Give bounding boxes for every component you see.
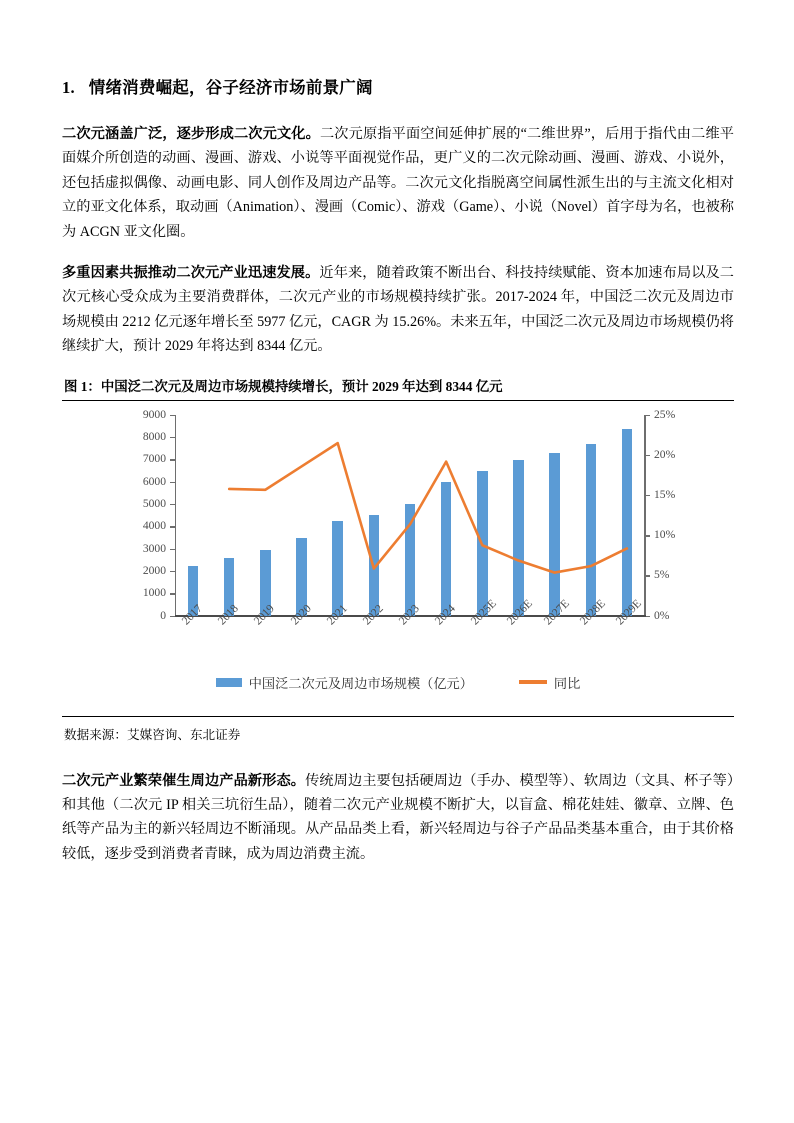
right-tick-mark <box>646 616 651 617</box>
yoy-line-path <box>229 443 627 572</box>
left-tick-mark <box>170 459 175 460</box>
section-number: 1. <box>62 78 75 97</box>
left-axis-tick-label: 6000 <box>142 474 166 488</box>
chart-container <box>62 401 734 717</box>
right-axis-tick-label: 10% <box>654 528 676 542</box>
chart-plot-area <box>142 407 676 622</box>
left-tick-mark <box>170 593 175 594</box>
left-axis-tick-label: 7000 <box>142 452 166 466</box>
left-axis-tick-label: 3000 <box>142 541 166 555</box>
legend-item-line <box>519 673 580 692</box>
paragraph-2 <box>62 261 734 359</box>
right-tick-mark <box>646 535 651 536</box>
left-axis-tick-label: 1000 <box>142 586 166 600</box>
chart-legend <box>62 673 734 692</box>
x-axis-label-2017: 2017 <box>179 601 205 628</box>
paragraph-2-lead: 多重因素共振推动二次元产业迅速发展。 <box>62 265 320 282</box>
right-axis-tick-label: 20% <box>654 448 676 462</box>
right-tick-mark <box>646 575 651 576</box>
x-axis-label-2021: 2021 <box>323 601 350 628</box>
category-axis-labels <box>175 596 645 667</box>
x-axis-label-2023: 2023 <box>396 601 422 628</box>
x-axis-label-2018: 2018 <box>215 601 242 628</box>
left-tick-mark <box>170 526 175 527</box>
right-axis-tick-label: 15% <box>654 488 676 502</box>
left-axis-tick-label: 0 <box>160 608 166 622</box>
right-axis-tick-label: 5% <box>654 568 670 582</box>
left-tick-mark <box>170 504 175 505</box>
x-axis-label-2029E: 2029E <box>613 596 644 628</box>
right-tick-mark <box>646 415 651 416</box>
paragraph-1 <box>62 122 734 244</box>
paragraph-3-body: 传统周边主要包括硬周边（手办、模型等）、软周边（文具、杯子等）和其他（二次元 IP 相关三坑衍生品），随着二次元产业规模不断扩大，以盲盒、棉花娃娃、徽章、立牌、色纸等产品为主的新兴轻周边不断涌现。从产品品类上看，新兴轻周边与谷子产品品类基本重合，由于其价格较低，逐步受到消费者青睐，成为周边消费主流。 <box>62 772 734 862</box>
legend-bar-label: 中国泛二次元及周边市场规模（亿元） <box>248 675 473 691</box>
exhibit-title: 图 1：中国泛二次元及周边市场规模持续增长，预计 2029 年达到 8344 亿元 <box>62 376 734 401</box>
x-axis-label-2019: 2019 <box>251 601 278 628</box>
left-axis-tick-label: 5000 <box>142 497 166 511</box>
paragraph-1-body: 二次元原指平面空间延伸扩展的“二维世界”，后用于指代由二维平面媒介所创造的动画、漫画、游戏、小说等平面视觉作品，更广义的二次元除动画、漫画、游戏、小说外，还包括虚拟偶像、动画电影、同人创作及周边产品等。二次元文化指脱离空间属性派生出的与主流文化相对立的亚文化体系，取动画（Animation）、漫画（Comic）、游戏（Game）、小说（Novel）首字母为名，也被称为 ACGN 亚文化圈。 <box>62 126 734 240</box>
x-axis-label-2022: 2022 <box>360 601 386 628</box>
x-axis-label-2027E: 2027E <box>540 596 572 628</box>
x-axis-label-2025E: 2025E <box>468 596 500 628</box>
left-axis-tick-label: 2000 <box>142 564 166 578</box>
left-tick-mark <box>170 482 175 483</box>
left-tick-mark <box>170 549 175 550</box>
legend-line-label: 同比 <box>553 675 581 691</box>
right-tick-mark <box>646 455 651 456</box>
section-title: 情绪消费崛起，谷子经济市场前景广阔 <box>88 78 373 97</box>
paragraph-2-body: 近年来，随着政策不断出台、科技持续赋能、资本加速布局以及二次元核心受众成为主要消费群体，二次元产业的市场规模持续扩张。2017-2024 年，中国泛二次元及周边市场规模由 2212 亿元逐年增长至 5977 亿元，CAGR 为 15.26%。未来五年，中国泛二次元及周边市场规模仍将继续扩大，预计 2029 年将达到 8344 亿元。 <box>62 265 734 355</box>
page-content <box>62 74 734 883</box>
x-axis-label-2026E: 2026E <box>504 596 536 628</box>
legend-line-swatch-icon <box>519 680 547 683</box>
legend-bar-swatch-icon <box>216 678 242 687</box>
left-axis-tick-label: 8000 <box>142 430 166 444</box>
x-axis-label-2028E: 2028E <box>577 596 608 628</box>
x-axis-label-2024: 2024 <box>432 601 459 628</box>
left-axis-tick-label: 9000 <box>142 407 166 421</box>
line-series <box>175 415 645 616</box>
paragraph-3-lead: 二次元产业繁荣催生周边产品新形态。 <box>62 772 306 789</box>
paragraph-1-lead: 二次元涵盖广泛，逐步形成二次元文化。 <box>62 126 320 142</box>
left-tick-mark <box>170 437 175 438</box>
combo-chart <box>62 401 734 716</box>
left-axis-tick-label: 4000 <box>142 519 166 533</box>
right-axis-tick-label: 0% <box>654 608 670 622</box>
page-title <box>62 74 734 98</box>
left-tick-mark <box>170 571 175 572</box>
right-tick-mark <box>646 495 651 496</box>
exhibit-source: 数据来源：艾媒咨询、东北证券 <box>64 727 241 742</box>
legend-item-bar <box>216 673 473 692</box>
exhibit-figure-1 <box>62 376 734 743</box>
left-tick-mark <box>170 415 175 416</box>
left-tick-mark <box>170 616 175 617</box>
right-axis-tick-label: 25% <box>654 407 676 421</box>
paragraph-3 <box>62 769 734 867</box>
x-axis-label-2020: 2020 <box>287 601 314 628</box>
